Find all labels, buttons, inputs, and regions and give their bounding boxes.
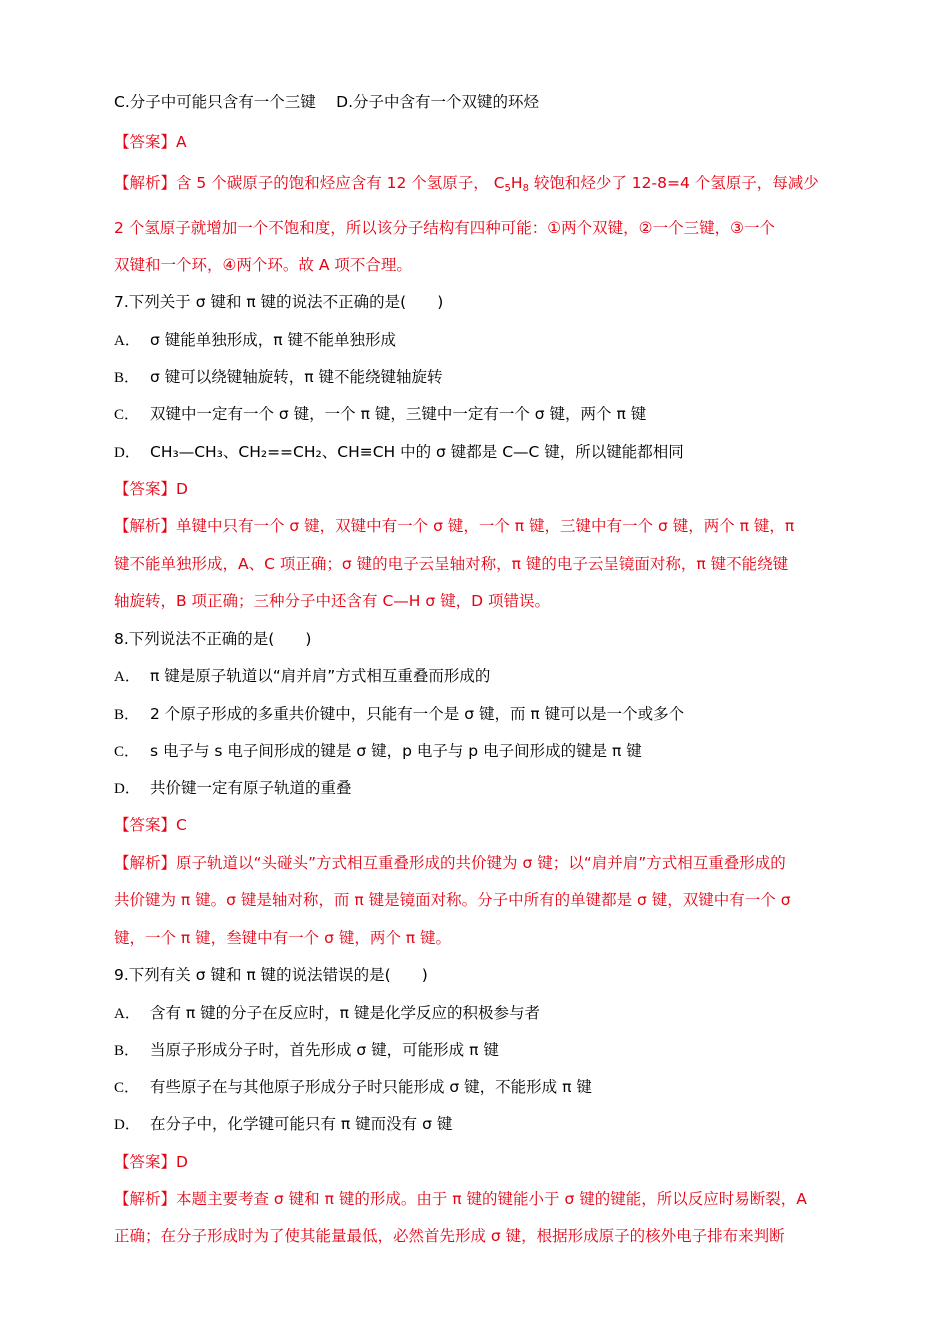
question-8: 8.下列说法不正确的是( ) xyxy=(114,630,312,648)
option-d: D． 在分子中，化学键可能只有 π 键而没有 σ 键 xyxy=(114,1115,453,1133)
explanation-line: 【解析】含 5 个碳原子的饱和烃应含有 12 个氢原子， $C_5H_8$ 较饱和烃少了 12-8=4 个氢原子，每减少 xyxy=(114,174,819,194)
option-b: B． σ 键可以绕键轴旋转，π 键不能绕键轴旋转 xyxy=(114,368,443,386)
answer-line: 【答案】A xyxy=(114,133,187,151)
option-c: C． 双键中一定有一个 σ 键，一个 π 键，三键中一定有一个 σ 键，两个 π 键 xyxy=(114,405,647,423)
option-a: A． π 键是原子轨道以“肩并肩”方式相互重叠而形成的 xyxy=(114,667,491,685)
question-9: 9.下列有关 σ 键和 π 键的说法错误的是( ) xyxy=(114,966,428,984)
answer-line: 【答案】D xyxy=(114,1153,188,1171)
explanation-line: 【解析】本题主要考查 σ 键和 π 键的形成。由于 π 键的键能小于 σ 键的键能，所以反应时易断裂，A xyxy=(114,1190,807,1208)
answer-line: 【答案】D xyxy=(114,480,188,498)
option-d: D． CH₃—CH₃、CH₂==CH₂、CH≡CH 中的 σ 键都是 C—C 键，所以键能都相同 xyxy=(114,443,684,461)
option-b: B． 2 个原子形成的多重共价键中，只能有一个是 σ 键，而 π 键可以是一个或多个 xyxy=(114,705,685,723)
option-b: B． 当原子形成分子时，首先形成 σ 键，可能形成 π 键 xyxy=(114,1041,499,1059)
option-a: A． 含有 π 键的分子在反应时，π 键是化学反应的积极参与者 xyxy=(114,1004,540,1022)
explanation-line: 共价键为 π 键。σ 键是轴对称，而 π 键是镜面对称。分子中所有的单键都是 σ 键，双键中有一个 σ xyxy=(114,891,791,909)
explanation-line: 正确；在分子形成时为了使其能量最低，必然首先形成 σ 键，根据形成原子的核外电子排布来判断 xyxy=(114,1227,785,1245)
explanation-line: 键，一个 π 键，叁键中有一个 σ 键，两个 π 键。 xyxy=(114,929,452,947)
option-d: D． 共价键一定有原子轨道的重叠 xyxy=(114,779,352,797)
explanation-line: 【解析】单键中只有一个 σ 键，双键中有一个 σ 键，一个 π 键，三键中有一个 σ 键，两个 π 键，π xyxy=(114,517,795,535)
option-c: C． s 电子与 s 电子间形成的键是 σ 键，p 电子与 p 电子间形成的键是 π 键 xyxy=(114,742,642,760)
answer-line: 【答案】C xyxy=(114,816,187,834)
explanation-line: 2 个氢原子就增加一个不饱和度，所以该分子结构有四种可能：①两个双键，②一个三键，③一个 xyxy=(114,219,775,237)
explanation-line: 轴旋转，B 项正确；三种分子中还含有 C—H σ 键，D 项错误。 xyxy=(114,592,551,610)
explanation-line: 【解析】原子轨道以“头碰头”方式相互重叠形成的共价键为 σ 键；以“肩并肩”方式相互重叠形成的 xyxy=(114,854,786,872)
explanation-line: 双键和一个环，④两个环。故 A 项不合理。 xyxy=(114,256,412,274)
option-line: C.分子中可能只含有一个三键 D.分子中含有一个双键的环烃 xyxy=(114,93,540,111)
option-a: A． σ 键能单独形成，π 键不能单独形成 xyxy=(114,331,397,349)
question-7: 7.下列关于 σ 键和 π 键的说法不正确的是( ) xyxy=(114,293,444,311)
option-c: C． 有些原子在与其他原子形成分子时只能形成 σ 键，不能形成 π 键 xyxy=(114,1078,592,1096)
explanation-line: 键不能单独形成，A、C 项正确；σ 键的电子云呈轴对称，π 键的电子云呈镜面对称，π 键不能绕键 xyxy=(114,555,789,573)
